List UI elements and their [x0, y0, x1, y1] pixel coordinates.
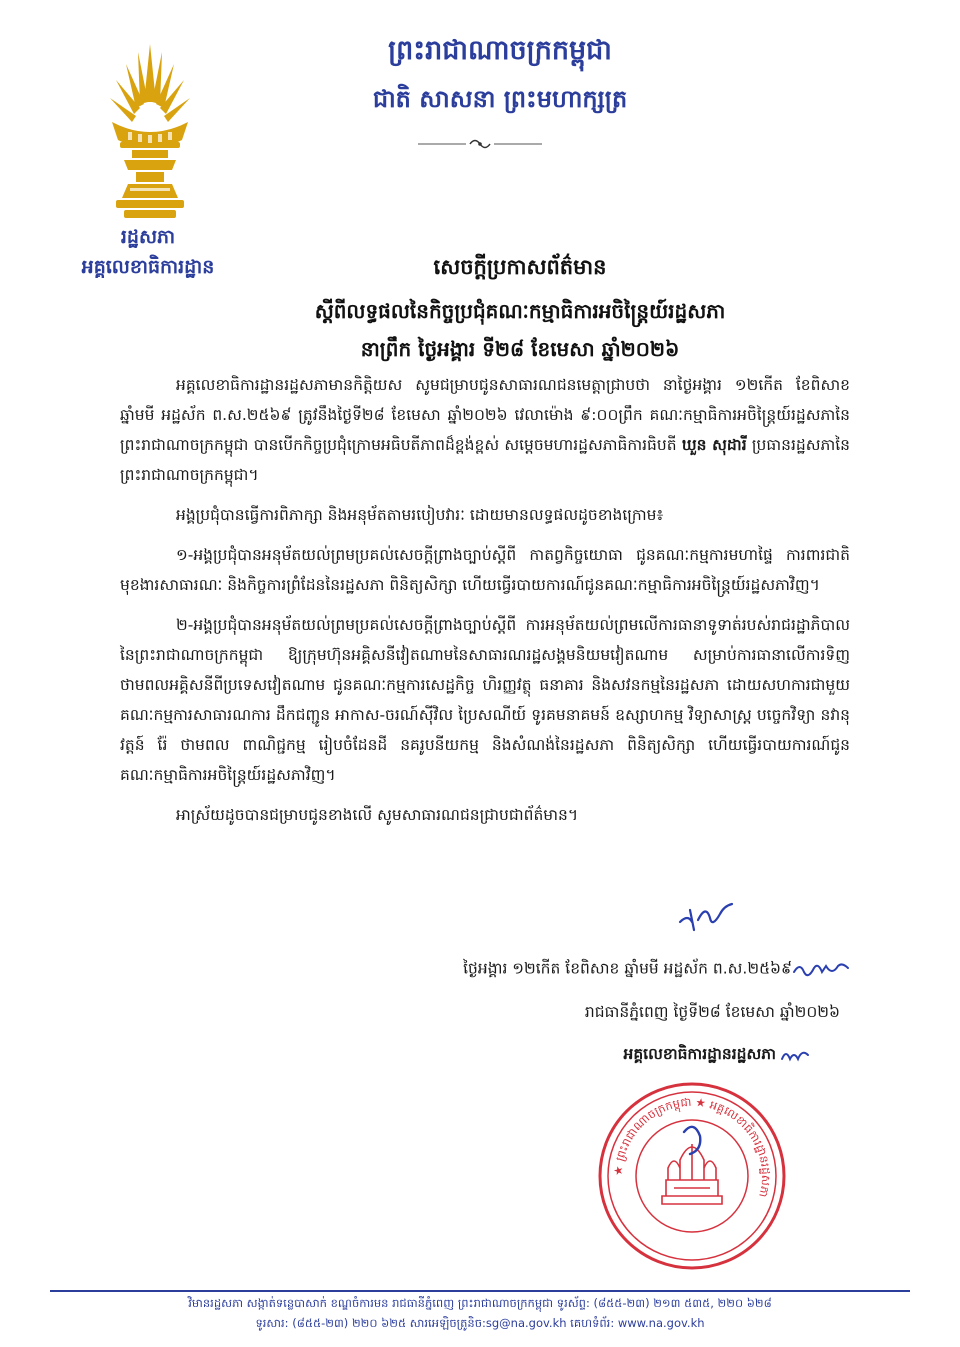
seal-ring-text: ★ ព្រះរាជាណាចក្រកម្ពុជា ★ អគ្គលេខាធិការដ្ឋានរដ្ឋសភា [610, 1094, 774, 1199]
intro-paragraph [120, 370, 850, 490]
closing-paragraph: អាស្រ័យដូចបានជម្រាបជូនខាងលើ សូមសាធារណជនជ្រាបជាព័ត៌មាន។ [176, 806, 579, 824]
signer-title [440, 1044, 850, 1067]
meeting-date-line: នាព្រឹក ថ្ងៃអង្គារ ទី២៨ ខែមេសា ឆ្នាំ២០២៦ [360, 337, 680, 361]
signature-initial-icon [780, 1047, 810, 1063]
official-seal-icon [596, 1080, 788, 1272]
handwritten-annotation-icon [792, 958, 850, 980]
intro-text-b: ប្រធានរដ្ឋសភានៃព្រះរាជាណាចក្រកម្ពុជា។ [120, 436, 850, 484]
national-motto: ជាតិ សាសនា ព្រះមហាក្សត្រ [372, 85, 628, 113]
result-item-1: ១-អង្គប្រជុំបានអនុម័តយល់ព្រមប្រគល់សេចក្តីព្រាងច្បាប់ស្តីពី កាតព្វកិច្ចយោធា ជូនគណៈកម្មការមហាផ្ទៃ ការពារជាតិ មុខងារសាធារណៈ និងកិច្ចការព្រំដែននៃរដ្ឋសភា ពិនិត្យសិក្សា ហើយធ្វើរបាយការណ៍ជូនគណៈកម្មាធិការអចិន្ត្រៃយ៍រដ្ឋសភាវិញ។ [120, 546, 850, 594]
ornament-divider-icon [418, 137, 542, 151]
footer-divider [50, 1290, 910, 1292]
document-subject: ស្តីពីលទ្ធផលនៃកិច្ចប្រជុំគណៈកម្មាធិការអចិន្ត្រៃយ៍រដ្ឋសភា [314, 299, 726, 323]
handwritten-initial-icon [676, 896, 736, 934]
organization-line-2: អគ្គលេខាធិការដ្ឋាន [81, 256, 215, 278]
agenda-paragraph: អង្គប្រជុំបានធ្វើការពិភាក្សា និងអនុម័តតាមរបៀបវារៈ ដោយមានលទ្ធផលដូចខាងក្រោម៖ [176, 506, 664, 524]
result-item-2: ២-អង្គប្រជុំបានអនុម័តយល់ព្រមប្រគល់សេចក្តីព្រាងច្បាប់ស្តីពី ការអនុម័តយល់ព្រមលើការធានាទូទាត់របស់រាជរដ្ឋាភិបាលនៃព្រះរាជាណាចក្រកម្ពុជា ឱ្យក្រុមហ៊ុនអគ្គិសនីវៀតណាមនៃសាធារណរដ្ឋសង្គមនិយមវៀតណាម សម្រាប់ការធានាលើការទិញថាមពលអគ្គិសនីពីប្រទេសវៀតណាម ជូនគណៈកម្មការសេដ្ឋកិច្ច ហិរញ្ញវត្ថុ ធនាគារ និងសវនកម្មនៃរដ្ឋសភា ដោយសហការជាមួយគណៈកម្មការសាធារណការ ដឹកជញ្ជូន អាកាស-ចរណ៍ស៊ីវិល ប្រៃសណីយ៍ ទូរគមនាគមន៍ ឧស្សាហកម្ម វិទ្យាសាស្ត្រ បច្ចេកវិទ្យា នវានុវត្តន៍ រ៉ែ ថាមពល ពាណិជ្ជកម្ម រៀបចំដែនដី នគរូបនីយកម្ម និងសំណង់នៃរដ្ឋសភា ពិនិត្យសិក្សា ហើយធ្វើរបាយការណ៍ជូនគណៈកម្មាធិការអចិន្ត្រៃយ៍រដ្ឋសភាវិញ។ [120, 616, 850, 784]
president-name: ឃួន សុដារី [681, 436, 747, 454]
footer-contact: ទូរសារ: (៨៥៥-២៣) ២២០ ៦២៥ សារអេឡិចត្រូនិច:sg@na.gov.kh គេហទំព័រ: www.na.gov.kh [255, 1316, 705, 1330]
signer-title-text: អគ្គលេខាធិការដ្ឋានរដ្ឋសភា [623, 1045, 776, 1063]
issuing-organization [38, 222, 258, 282]
lunar-date-text: ថ្ងៃអង្គារ ១២កើត ខែពិសាខ ឆ្នាំមមី អដ្ឋស័ក ព.ស.២៥៦៩ [463, 959, 792, 978]
kingdom-heading: ព្រះរាជាណាចក្រកម្ពុជា [388, 35, 612, 66]
document-title: សេចក្តីប្រកាសព័ត៌មាន [433, 255, 607, 279]
place-and-date: រាជធានីភ្នំពេញ ថ្ងៃទី២៨ ខែមេសា ឆ្នាំ២០២៦ [584, 1003, 840, 1021]
document-body [120, 370, 850, 840]
footer-address: វិមានរដ្ឋសភា សង្កាត់ទន្លេបាសាក់ ខណ្ឌចំការមន រាជធានីភ្នំពេញ ព្រះរាជាណាចក្រកម្ពុជា ទូរស័ព្ទ: (៨៥៥-២៣) ២១៣ ៥៣៥, ២២០ ៦២៨ [188, 1296, 772, 1310]
lunar-date [440, 958, 850, 982]
national-assembly-emblem-icon [98, 42, 202, 220]
intro-text-a: អគ្គលេខាធិការដ្ឋានរដ្ឋសភាមានកិត្តិយស សូមជម្រាបជូនសាធារណជនមេត្តាជ្រាបថា នាថ្ងៃអង្គារ ១២កើត ខែពិសាខ ឆ្នាំមមី អដ្ឋស័ក ព.ស.២៥៦៩ ត្រូវនឹងថ្ងៃទី២៨ ខែមេសា ឆ្នាំ២០២៦ វេលាម៉ោង ៩:០០ព្រឹក គណៈកម្មាធិការអចិន្ត្រៃយ៍រដ្ឋសភានៃព្រះរាជាណាចក្រកម្ពុជា បានបើកកិច្ចប្រជុំក្រោមអធិបតីភាពដ៏ខ្ពង់ខ្ពស់ សម្តេចមហារដ្ឋសភាធិការធិបតី [120, 376, 850, 454]
organization-line-1: រដ្ឋសភា [120, 226, 176, 248]
